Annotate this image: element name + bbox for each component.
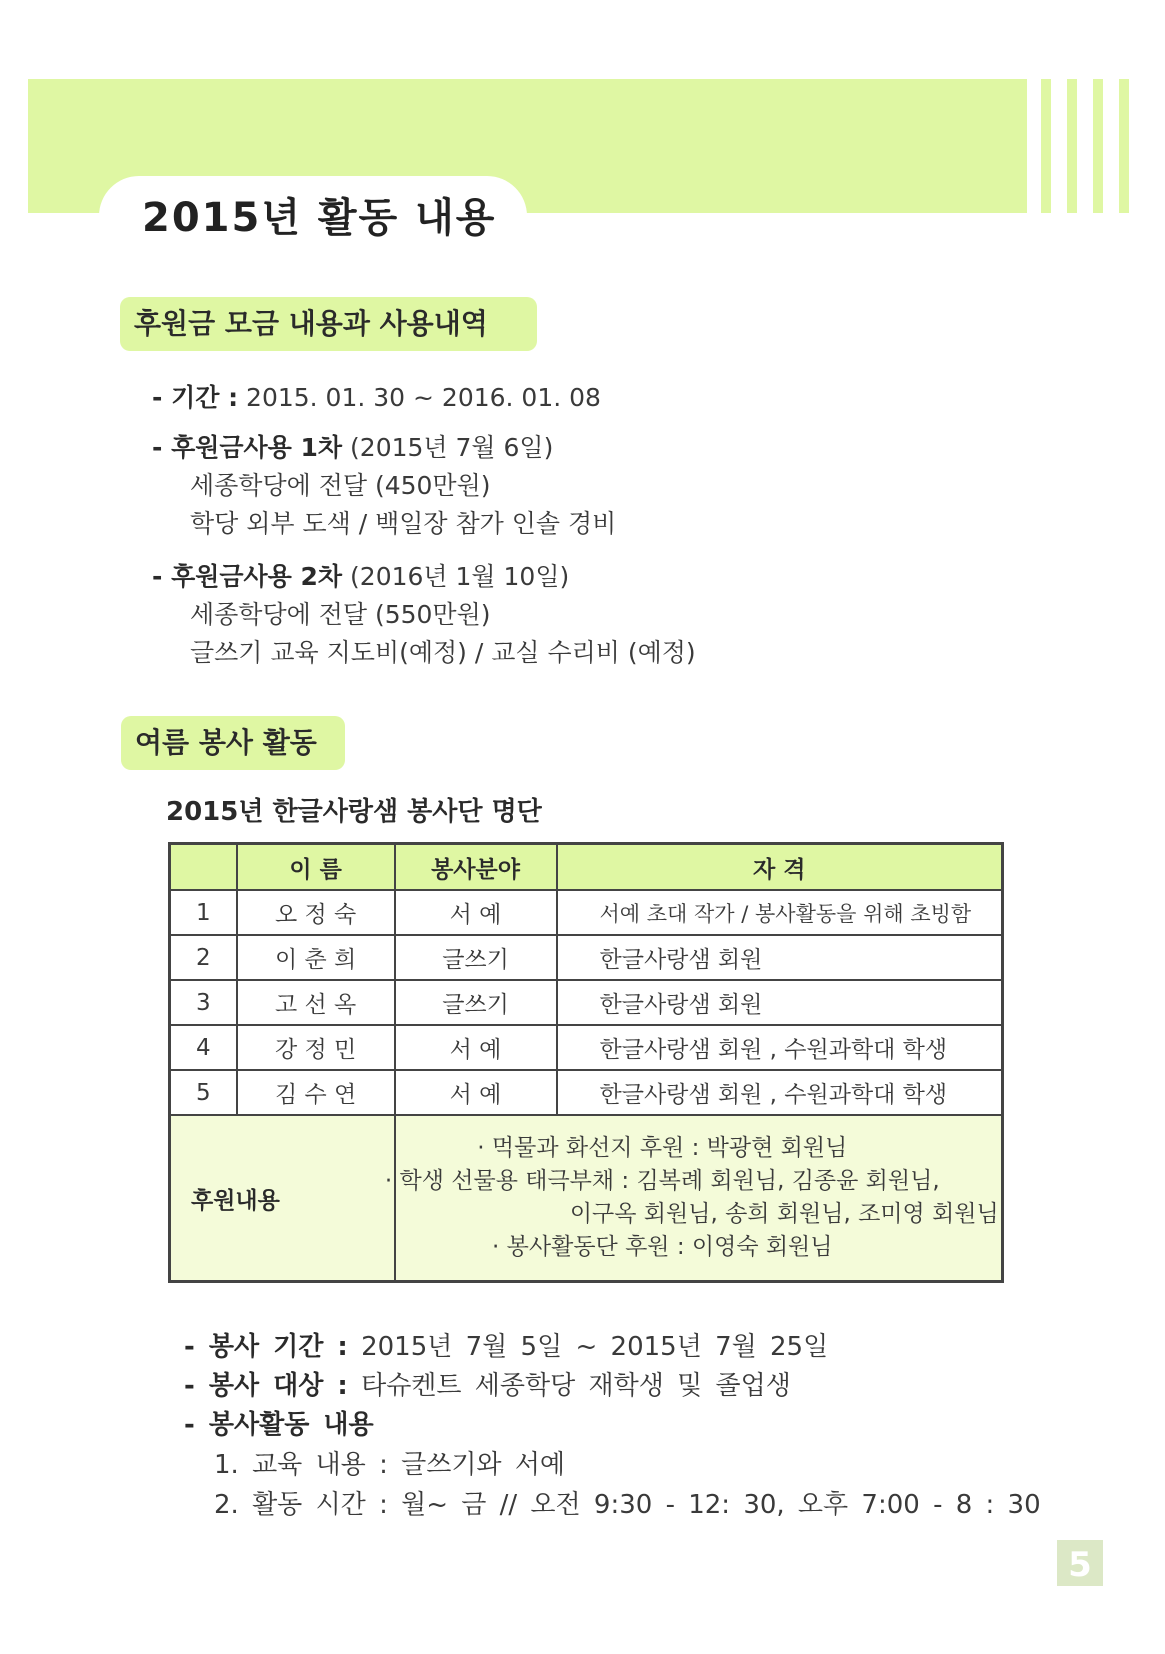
sponsor-row [170,1115,1003,1282]
cell-field: 글쓰기 [395,935,557,980]
fund-period-label: - 기간 : [152,383,239,412]
table-row [170,1070,1003,1115]
volunteer-content-item: 2. 활동 시간 : 월~ 금 // 오전 9:30 - 12: 30, 오후 7:00 - 8 : 30 [214,1490,1041,1520]
fund-use-2 [152,557,569,593]
header-stripe [1119,79,1129,213]
header-number [170,844,237,891]
cell-number: 3 [170,980,237,1025]
volunteer-content [184,1404,374,1441]
cell-number: 1 [170,890,237,935]
table-row [170,980,1003,1025]
cell-name: 강 정 민 [237,1025,395,1070]
fund-use-2-detail: 세종학당에 전달 (550만원) [190,600,491,629]
cell-field: 서 예 [395,1025,557,1070]
cell-qualification: 한글사랑샘 회원 [557,980,1003,1025]
fund-use-2-label: - 후원금사용 2차 [152,562,343,591]
header-stripe [1067,79,1077,213]
volunteer-content-label: - 봉사활동 내용 [184,1410,374,1440]
table-header-row [170,844,1003,891]
volunteer-target-label: - 봉사 대상 : [184,1371,348,1401]
sponsor-label: 후원내용 [191,1187,280,1214]
cell-qualification: 한글사랑샘 회원 [557,935,1003,980]
header-stripe [1093,79,1103,213]
header-name: 이 름 [237,844,395,891]
fund-period-value: 2015. 01. 30 ~ 2016. 01. 08 [238,383,601,412]
cell-number: 2 [170,935,237,980]
cell-name: 오 정 숙 [237,890,395,935]
header-qualification: 자 격 [557,844,1003,891]
volunteer-period [184,1326,828,1363]
table-row [170,1025,1003,1070]
section-tag-volunteer: 여름 봉사 활동 [121,716,345,770]
roster-table [168,842,1004,1283]
page-title: 2015년 활동 내용 [142,195,497,241]
table-row [170,935,1003,980]
fund-use-1-detail: 세종학당에 전달 (450만원) [190,471,491,500]
cell-qualification: 서예 초대 작가 / 봉사활동을 위해 초빙함 [557,890,1003,935]
cell-qualification: 한글사랑샘 회원 , 수원과학대 학생 [557,1070,1003,1115]
sponsor-line: · 학생 선물용 태극부채 : 김복례 회원님, 김종윤 회원님, [384,1168,940,1194]
volunteer-period-value: 2015년 7월 5일 ~ 2015년 7월 25일 [347,1332,829,1362]
cell-field: 서 예 [395,890,557,935]
fund-use-2-date: (2016년 1월 10일) [342,562,570,591]
sponsor-list [384,1115,1003,1282]
cell-name: 이 춘 희 [237,935,395,980]
header-field: 봉사분야 [395,844,557,891]
fund-period [152,378,601,414]
page-number: 5 [1057,1540,1103,1586]
table-row [170,890,1003,935]
fund-use-1-detail: 학당 외부 도색 / 백일장 참가 인솔 경비 [190,509,617,538]
section-tag-fund: 후원금 모금 내용과 사용내역 [120,297,537,351]
cell-name: 고 선 옥 [237,980,395,1025]
fund-use-2-detail: 글쓰기 교육 지도비(예정) / 교실 수리비 (예정) [190,638,696,667]
fund-use-1 [152,428,553,464]
sponsor-line: 이구옥 회원님, 송희 회원님, 조미영 회원님 [569,1201,999,1227]
fund-use-1-date: (2015년 7월 6일) [342,433,554,462]
roster-title: 2015년 한글사랑샘 봉사단 명단 [166,797,542,827]
fund-use-1-label: - 후원금사용 1차 [152,433,343,462]
cell-number: 5 [170,1070,237,1115]
volunteer-target [184,1365,791,1402]
volunteer-content-item: 1. 교육 내용 : 글쓰기와 서예 [214,1450,566,1480]
cell-name: 김 수 연 [237,1070,395,1115]
cell-field: 글쓰기 [395,980,557,1025]
volunteer-period-label: - 봉사 기간 : [184,1332,348,1362]
sponsor-line: · 먹물과 화선지 후원 : 박광현 회원님 [477,1135,848,1161]
cell-number: 4 [170,1025,237,1070]
sponsor-line: · 봉사활동단 후원 : 이영숙 회원님 [492,1234,833,1260]
volunteer-target-value: 타슈켄트 세종학당 재학생 및 졸업생 [347,1371,791,1401]
cell-qualification: 한글사랑샘 회원 , 수원과학대 학생 [557,1025,1003,1070]
header-stripe [1041,79,1051,213]
cell-field: 서 예 [395,1070,557,1115]
